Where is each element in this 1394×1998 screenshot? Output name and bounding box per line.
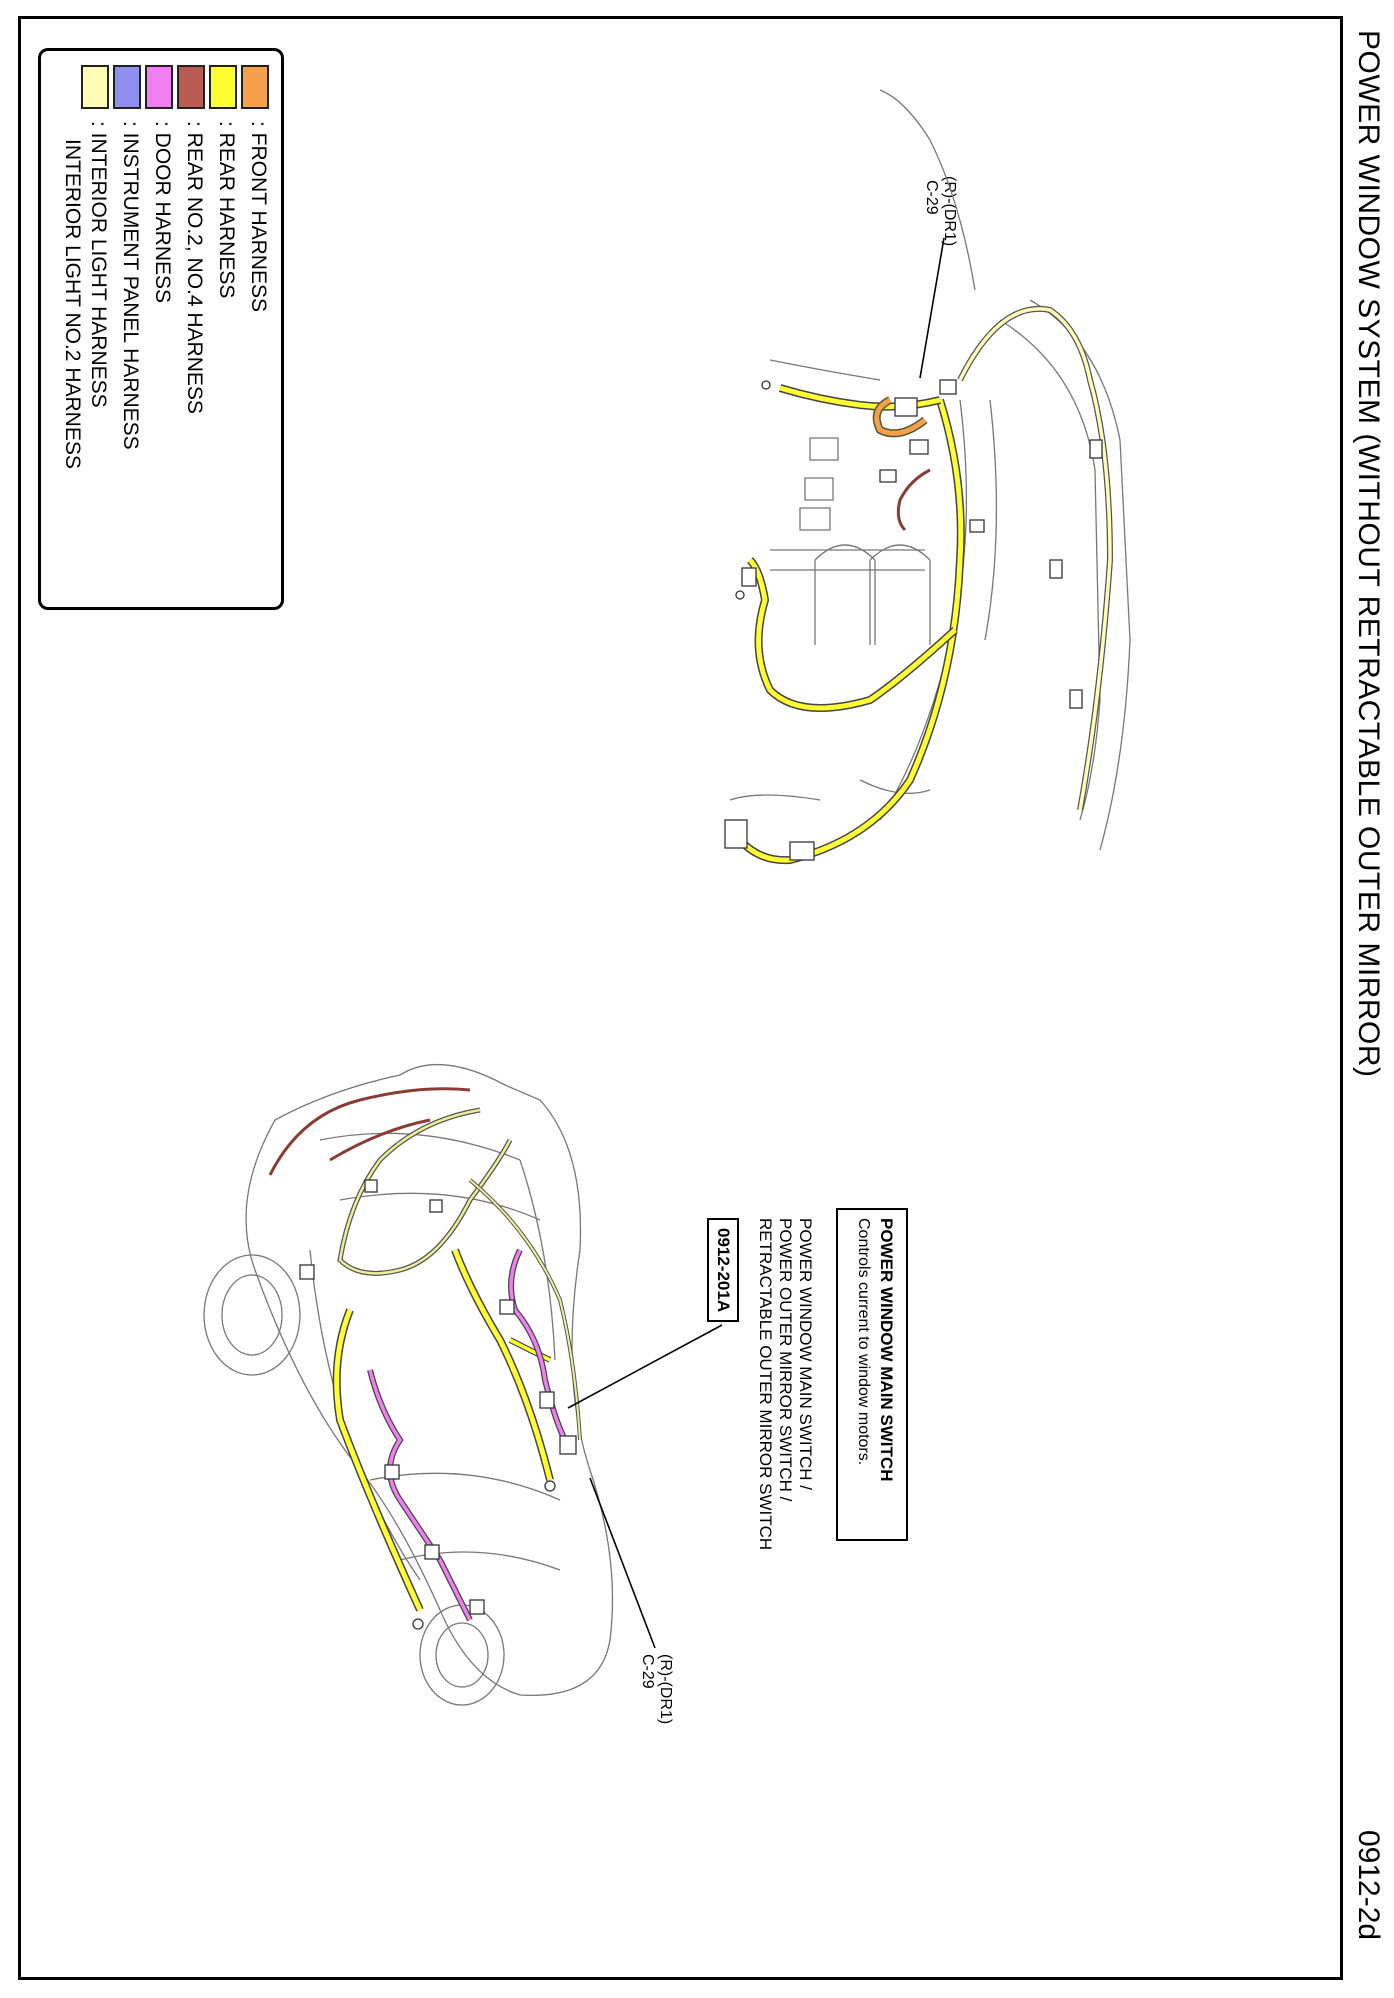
component-title: POWER WINDOW MAIN SWITCH <box>877 1218 896 1482</box>
upper-harness-interior-light <box>960 309 1110 810</box>
legend-label-rear: : REAR HARNESS <box>215 121 238 299</box>
legend-label-interior-light: : INTERIOR LIGHT HARNESS <box>87 121 110 408</box>
connector-top-name: (R)-(DR1) <box>941 176 958 247</box>
lower-harness-rear <box>337 1250 550 1610</box>
leader-ref-box <box>568 1325 722 1408</box>
component-ref: 0912-201A <box>714 1228 733 1313</box>
legend-label-rear-no2-no4: : REAR NO.2, NO.4 HARNESS <box>183 121 206 414</box>
leader-bottom-connector <box>590 1478 655 1648</box>
lower-vehicle-outline <box>204 1065 613 1705</box>
connector-bottom-name: (R)-(DR1) <box>657 1654 674 1725</box>
component-description: Controls current to window motors. <box>855 1218 872 1466</box>
legend-label-front: : FRONT HARNESS <box>247 121 270 312</box>
upper-harness-rear-no2 <box>898 470 930 530</box>
page-code: 0912-2d <box>1352 1830 1385 1941</box>
lower-harness-rear-no2 <box>270 1089 470 1175</box>
component-line-1: POWER WINDOW MAIN SWITCH / <box>796 1218 815 1490</box>
component-line-2: POWER OUTER MIRROR SWITCH / <box>776 1218 795 1502</box>
legend-label-door: : DOOR HARNESS <box>151 121 174 304</box>
component-line-3: RETRACTABLE OUTER MIRROR SWITCH <box>756 1218 775 1551</box>
connector-bottom-id: C-29 <box>639 1654 656 1689</box>
upper-harness-rear <box>740 388 961 860</box>
upper-connectors <box>725 380 1102 860</box>
connector-top-id: C-29 <box>923 180 940 215</box>
leader-top-connector <box>920 238 944 378</box>
page-title: POWER WINDOW SYSTEM (WITHOUT RETRACTABLE OUTER MIRROR) <box>1352 30 1385 1078</box>
legend-label-interior-light-no2: INTERIOR LIGHT NO.2 HARNESS <box>61 139 84 469</box>
legend-label-instrument-panel: : INSTRUMENT PANEL HARNESS <box>119 121 142 450</box>
